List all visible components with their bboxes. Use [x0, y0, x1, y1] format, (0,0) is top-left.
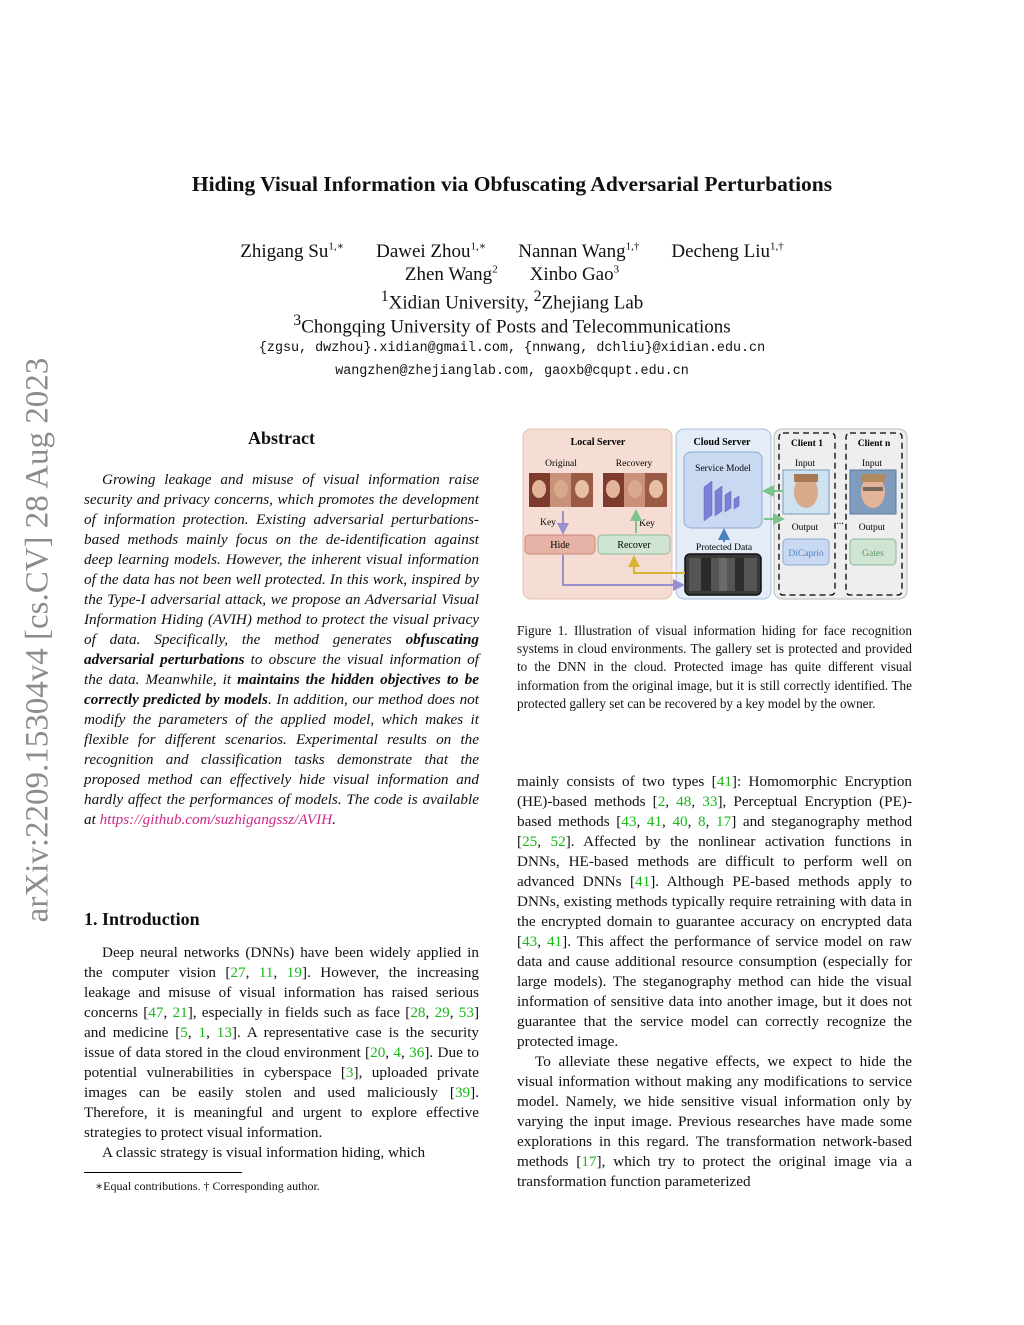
- affiliation-1: $^1$Xidian University, $^2$Zhejiang Lab: [380, 288, 644, 314]
- client-n-label: Client n: [857, 439, 891, 449]
- key-left-label: Key: [540, 518, 556, 528]
- citation-link[interactable]: 52: [550, 833, 566, 850]
- citation-link[interactable]: 5: [180, 1024, 188, 1041]
- abstract-body: Growing leakage and misuse of visual information raise security and privacy concerns, which promotes the development of information protection. Existing adversarial perturbations-based methods mainly focus on the de-identification against deep learning models. However, the inherent visual information of the data has not been well protected. In this work, inspired by the Type-I adversarial attack, we propose an Adversarial Visual Information Hiding (AVIH) method to protect the visual privacy of data. Specifically, the method generates obfuscating adversarial perturbations to obscure the visual information of the data. Meanwhile, it maintains the hidden objectives to be correctly predicted by models. In addition, our method does not modify the parameters of the applied model, which makes it flexible for different scenarios. Experimental results on the recognition and classification tasks demonstrate that the proposed method can effectively hide visual information and hardly affect the performances of models. The code is available at https://github.com/suzhigangssz/AVIH.: [84, 471, 479, 828]
- citation-link[interactable]: 2: [657, 793, 666, 810]
- citation-link[interactable]: 1: [198, 1024, 207, 1041]
- citation-link[interactable]: 36: [409, 1044, 425, 1061]
- citation-link[interactable]: 13: [216, 1024, 232, 1041]
- citation-link[interactable]: 19: [286, 964, 302, 981]
- citation-link[interactable]: 27: [230, 964, 246, 981]
- authors-line-2: [0, 264, 1024, 286]
- citation-link[interactable]: 40: [672, 813, 688, 830]
- recovered-face-image: [603, 473, 667, 507]
- citation-link[interactable]: 17: [716, 813, 732, 830]
- clients-ellipsis: ...: [836, 516, 844, 527]
- right-paragraph-1: mainly consists of two types [41]: Homomorphic Encryption (HE)-based methods [2, 48, 33], Perceptual Encryption (PE)-based methods [43, 41, 40, 8, 17] and steganography method [25, 52]. Affected by the nonlinear activation functions in DNNs, HE-based methods are difficult to perform well on advanced DNNs [41]. Although PE-based methods apply to DNNs, existing methods typically require retraining with data in the encrypted domain to guarantee accuracy on encrypted data [43, 41]. This affect the performance of service model on raw data and cause additional resource consumption (especially for large models). The steganography method can hide the visual information of sensitive data into another image, but it does not guarantee that the service model can correctly recognize the protected image.: [517, 773, 913, 1050]
- right-paragraph-2: To alleviate these negative effects, we expect to hide the visual information without making any modifications to service model. Namely, we hide sensitive visual information only by varying the input image. Previous researches have made some explorations in this regard. The transformation network-based methods [17], which try to protect the original image via a transformation function parameterized: [517, 1053, 912, 1190]
- citation-link[interactable]: 41: [635, 873, 651, 890]
- intro-body: [84, 943, 479, 1163]
- citation-link[interactable]: 53: [458, 1004, 474, 1021]
- citation-link[interactable]: 20: [370, 1044, 386, 1061]
- author-name: Xinbo Gao$^3$: [529, 264, 620, 286]
- client-1-label: Client 1: [791, 439, 823, 449]
- citation-link[interactable]: 41: [546, 933, 563, 950]
- author-emails-2: wangzhen@zhejianglab.com, gaoxb@cqupt.edu.cn: [335, 364, 689, 379]
- protected-data-label: Protected Data: [695, 543, 753, 553]
- citation-link[interactable]: 33: [702, 793, 718, 810]
- local-server-label: Local Server: [570, 437, 626, 448]
- client-1-output-label: Output: [791, 523, 819, 533]
- paper-title: Hiding Visual Information via Obfuscating Adversarial Perturbations: [191, 172, 833, 196]
- citation-link[interactable]: 11: [258, 964, 274, 981]
- client-n-input-face: [850, 470, 896, 514]
- citation-link[interactable]: 3: [345, 1064, 354, 1081]
- footnote: ∗Equal contributions. † Corresponding author.: [95, 1179, 320, 1193]
- key-right-label: Key: [639, 519, 655, 529]
- right-column-body: [517, 772, 912, 1192]
- citation-link[interactable]: 25: [522, 833, 538, 850]
- author-emails-1: {zgsu, dwzhou}.xidian@gmail.com, {nnwang, dchliu}@xidian.edu.cn: [258, 341, 766, 356]
- citation-link[interactable]: 17: [581, 1153, 597, 1170]
- cloud-server-label: Cloud Server: [693, 437, 751, 448]
- author-name: Zhen Wang$^2$: [404, 264, 498, 286]
- client-1-input-label: Input: [794, 459, 816, 469]
- citation-link[interactable]: 47: [148, 1004, 164, 1021]
- figure-1-caption: Figure 1. Illustration of visual information hiding for face recognition systems in cloud environments. The gallery set is protected and provided to the DNN in the cloud. Protected image has quite different visual information from the original image, but it is still correctly identified. The protected gallery set can be recovered by a key model by the owner.: [517, 623, 912, 711]
- author-name: Dawei Zhou$^{1,∗}$: [376, 241, 487, 263]
- client-n-output-label: Output: [858, 523, 886, 533]
- service-model-label: Service Model: [695, 464, 751, 474]
- citation-link[interactable]: 21: [172, 1004, 188, 1021]
- client-1-result: DiCaprio: [788, 549, 824, 559]
- intro-heading: 1. Introduction: [84, 909, 200, 929]
- citation-link[interactable]: 41: [716, 773, 732, 790]
- footnote-rule: [84, 1172, 242, 1173]
- intro-paragraph-1: Deep neural networks (DNNs) have been widely applied in the computer vision [27, 11, 19]. However, the increasing leakage and misuse of visual information has raised serious concerns [47, 21], especially in fields such as face [28, 29, 53] and medicine [5, 1, 13]. A representative case is the security issue of data stored in the cloud environment [20, 4, 36]. Due to potential vulnerabilities in cyberspace [3], uploaded private images can be easily stolen and used maliciously [39]. Therefore, it is meaningful and urgent to explore effective strategies to protect visual information.: [84, 944, 480, 1141]
- code-link[interactable]: https://github.com/suzhigangssz/AVIH: [99, 811, 333, 828]
- recover-label: Recover: [617, 540, 651, 551]
- original-face-image: [529, 473, 593, 507]
- figure-1: [521, 427, 909, 602]
- recovery-label: Recovery: [615, 459, 653, 469]
- citation-link[interactable]: 43: [522, 933, 538, 950]
- citation-link[interactable]: 39: [454, 1084, 471, 1101]
- client-n-input-label: Input: [861, 459, 883, 469]
- affiliation-2: $^3$Chongqing University of Posts and Telecommunications: [293, 312, 731, 338]
- arxiv-stamp: arXiv:2209.15304v4 [cs.CV] 28 Aug 2023: [19, 357, 56, 923]
- citation-link[interactable]: 4: [393, 1044, 402, 1061]
- authors-line-1: [0, 240, 1024, 263]
- citation-link[interactable]: 8: [698, 813, 706, 830]
- citation-link[interactable]: 41: [646, 813, 663, 830]
- client-1-input-face: [783, 470, 829, 514]
- citation-link[interactable]: 28: [410, 1004, 426, 1021]
- abstract-heading: Abstract: [248, 428, 315, 448]
- original-label: Original: [545, 459, 577, 469]
- author-name: Nannan Wang$^{1,\dagger}$: [518, 241, 640, 263]
- hide-label: Hide: [550, 540, 570, 551]
- client-n-result: Gates: [862, 549, 884, 559]
- author-name: Zhigang $Su^{1,∗}$: [240, 241, 345, 263]
- citation-link[interactable]: 48: [676, 793, 692, 810]
- citation-link[interactable]: 29: [434, 1004, 450, 1021]
- author-name: Decheng Liu$^{1,\dagger}$: [671, 241, 784, 263]
- intro-paragraph-2: A classic strategy is visual information hiding, which: [102, 1144, 426, 1161]
- citation-link[interactable]: 43: [621, 813, 637, 830]
